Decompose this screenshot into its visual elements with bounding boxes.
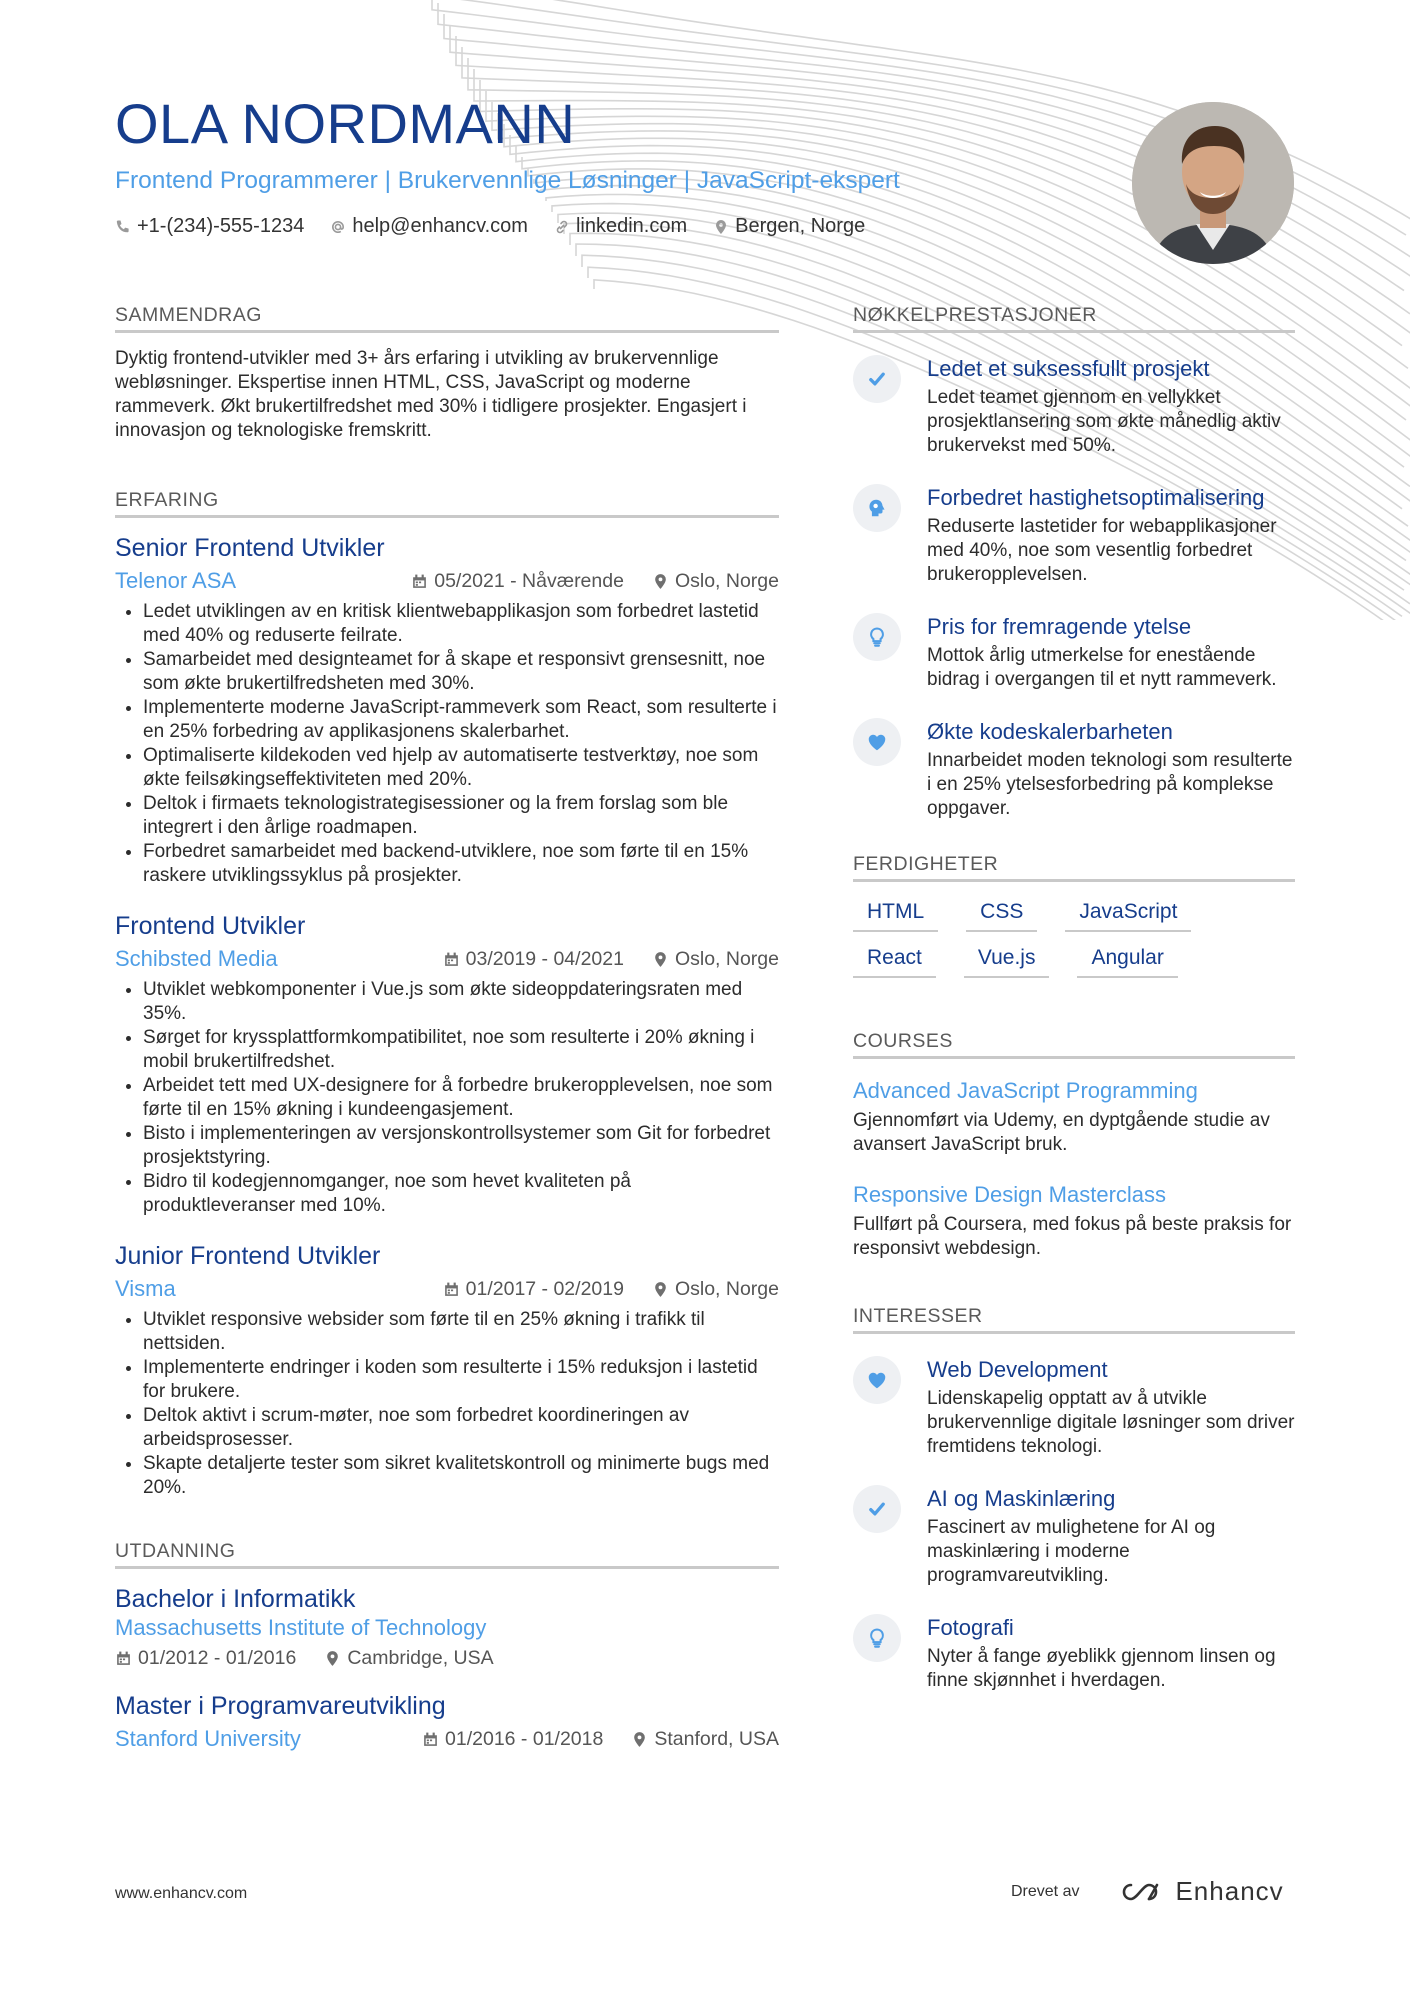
achievement-item-text: Ledet teamet gjennom en vellykket prosjektlansering som økte månedlig aktiv brukervekst med 50%. [927, 387, 1281, 456]
interest-item [853, 1485, 1295, 1588]
link-icon [554, 219, 570, 235]
achievement-item-title: Ledet et suksessfullt prosjekt [927, 356, 1210, 381]
school-name: Stanford University [115, 1726, 301, 1751]
lightbulb-icon [866, 626, 888, 648]
contact-linkedin[interactable] [554, 215, 687, 238]
achievement-item [853, 613, 1295, 692]
interest-item [853, 1614, 1295, 1693]
bullet-item: • Sørget for kryssplattformkompatibilitet, noe som resulterte i 20% økning i mobil brukertilfredshet. [143, 1026, 779, 1074]
bullet-item: • Bidro til kodegjennomganger, noe som hevet kvaliteten på produktleveranser med 10%. [143, 1170, 779, 1218]
job-title: Senior Frontend Utvikler [115, 534, 385, 562]
achievements-list [853, 347, 1295, 821]
courses-heading: COURSES [853, 1030, 1295, 1059]
achievement-item-icon-badge [853, 718, 901, 766]
brain-icon [866, 497, 888, 519]
education-entry [115, 1583, 779, 1670]
contact-row [115, 215, 1115, 238]
achievement-item-body [927, 484, 1295, 587]
bullet-item: • Utviklet webkomponenter i Vue.js som økte sideoppdateringsraten med 35%. [143, 978, 779, 1026]
skill-tag: HTML [853, 900, 938, 932]
education-location-text: Cambridge, USA [347, 1647, 494, 1669]
summary-heading: SAMMENDRAG [115, 304, 779, 333]
interest-item-text: Fascinert av mulighetene for AI og maskinlæring i moderne programvareutvikling. [927, 1517, 1216, 1586]
check-icon [866, 368, 888, 390]
interest-item-icon-badge [853, 1356, 901, 1404]
interest-item-title: Web Development [927, 1357, 1108, 1382]
skill-tag: Vue.js [964, 946, 1050, 978]
job-location [652, 1278, 779, 1301]
job-meta-row [115, 1276, 779, 1302]
skill-tag: CSS [966, 900, 1037, 932]
education-meta-row [115, 1647, 779, 1670]
experience-list [115, 532, 779, 1500]
achievement-item [853, 718, 1295, 821]
company-name: Telenor ASA [115, 568, 237, 593]
interest-item-title: AI og Maskinlæring [927, 1486, 1116, 1511]
skill-tag: Angular [1077, 946, 1177, 978]
course-text: Gjennomført via Udemy, en dyptgående studie av avansert JavaScript bruk. [853, 1110, 1270, 1155]
company-name: Visma [115, 1276, 176, 1301]
education-location-text: Stanford, USA [654, 1727, 779, 1750]
bullet-item: • Arbeidet tett med UX-designere for å forbedre brukeropplevelsen, noe som førte til en 15% økning i kundeengasjement. [143, 1074, 779, 1122]
job-dates-text: 01/2017 - 02/2019 [465, 1277, 624, 1300]
skills-list [853, 900, 1295, 978]
interest-item [853, 1356, 1295, 1459]
heart-icon [866, 1369, 888, 1391]
check-icon [866, 1498, 888, 1520]
job-dates [443, 1278, 624, 1301]
email-text: help@enhancv.com [352, 215, 528, 238]
interests-list [853, 1348, 1295, 1693]
candidate-name: OLA NORDMANN [115, 92, 576, 155]
school-name: Massachusetts Institute of Technology [115, 1615, 487, 1640]
achievement-item [853, 484, 1295, 587]
interests-heading: INTERESSER [853, 1305, 1295, 1334]
summary-text: Dyktig frontend-utvikler med 3+ års erfaring i utvikling av brukervennlige webløsninger. Ekspertise innen HTML, CSS, JavaScript og moderne rammeverk. Økt brukertilfredshet med 30% i tidligere prosjekter. Engasjert i innovasjon og teknologiske fremskritt. [115, 348, 747, 441]
education-dates-text: 01/2012 - 01/2016 [138, 1647, 297, 1669]
course-text: Fullført på Coursera, med fokus på beste praksis for responsivt webdesign. [853, 1214, 1292, 1259]
achievement-item-title: Økte kodeskalerbarheten [927, 719, 1173, 744]
education-heading: UTDANNING [115, 1540, 779, 1569]
location-pin-icon [652, 1281, 669, 1298]
interest-item-text: Nyter å fange øyeblikk gjennom linsen og finne skjønnhet i hverdagen. [927, 1646, 1276, 1691]
interest-item-icon-badge [853, 1614, 901, 1662]
achievement-item [853, 355, 1295, 458]
brand-name: Enhancv [1175, 1876, 1284, 1906]
profile-photo [1132, 102, 1294, 264]
phone-text: +1-(234)-555-1234 [137, 215, 305, 238]
job-location-text: Oslo, Norge [674, 1277, 779, 1300]
interest-item-body [927, 1356, 1295, 1459]
job-location [652, 948, 779, 971]
achievement-item-title: Pris for fremragende ytelse [927, 614, 1192, 639]
interest-item-body [927, 1485, 1295, 1588]
education-dates-text: 01/2016 - 01/2018 [445, 1727, 604, 1750]
education-dates [115, 1647, 296, 1670]
job-location-text: Oslo, Norge [674, 947, 779, 970]
resume-header [115, 92, 1115, 238]
enhancv-logo[interactable] [1119, 1876, 1283, 1907]
interest-item-icon-badge [853, 1485, 901, 1533]
calendar-icon [443, 1281, 460, 1298]
infinity-logo-icon [1119, 1879, 1167, 1905]
footer-website[interactable]: www.enhancv.com [115, 1885, 248, 1902]
lightbulb-icon [866, 1627, 888, 1649]
bullet-item: • Deltok aktivt i scrum-møter, noe som forbedret koordineringen av arbeidsprosesser. [143, 1404, 779, 1452]
achievement-item-icon-badge [853, 484, 901, 532]
experience-entry [115, 532, 779, 888]
bullet-item: • Bisto i implementeringen av versjonskontrollsystemer som Git for forbedret prosjektstyring. [143, 1122, 779, 1170]
interest-item-text: Lidenskapelig opptatt av å utvikle brukervennlige digitale løsninger som driver fremtidens teknologi. [927, 1388, 1295, 1457]
skill-tag: React [853, 946, 936, 978]
company-name: Schibsted Media [115, 946, 278, 971]
location-pin-icon [652, 951, 669, 968]
achievement-item-icon-badge [853, 355, 901, 403]
achievement-item-text: Mottok årlig utmerkelse for enestående bidrag i overgangen til et nytt rammeverk. [927, 645, 1277, 690]
job-dates-text: 05/2021 - Nåværende [434, 569, 624, 592]
skills-heading: FERDIGHETER [853, 853, 1295, 882]
at-icon [330, 219, 346, 235]
experience-entry [115, 910, 779, 1218]
achievement-item-body [927, 355, 1295, 458]
bullet-item: • Optimaliserte kildekoden ved hjelp av automatiserte testverktøy, noe som økte feilsøkingseffektiviteten med 20%. [143, 744, 779, 792]
contact-location [713, 215, 865, 238]
calendar-icon [115, 1650, 132, 1667]
right-column [853, 304, 1295, 1719]
education-location [631, 1728, 779, 1751]
interest-item-body [927, 1614, 1295, 1693]
location-pin-icon [652, 573, 669, 590]
location-pin-icon [324, 1650, 341, 1667]
skill-tag: JavaScript [1065, 900, 1191, 932]
location-text: Bergen, Norge [735, 215, 866, 238]
job-bullets [115, 978, 779, 1218]
job-meta-row [115, 946, 779, 972]
phone-icon [115, 219, 131, 235]
bullet-item: • Deltok i firmaets teknologistrategisessioner og la frem forslag som ble integrert i den årlige roadmapen. [143, 792, 779, 840]
calendar-icon [422, 1731, 439, 1748]
education-entry [115, 1690, 779, 1752]
calendar-icon [443, 951, 460, 968]
interest-item-title: Fotografi [927, 1615, 1014, 1640]
job-title: Junior Frontend Utvikler [115, 1242, 381, 1270]
contact-phone[interactable] [115, 215, 304, 238]
location-pin-icon [631, 1731, 648, 1748]
bullet-item: • Samarbeidet med designteamet for å skape et responsivt grensesnitt, noe som økte brukertilfredsheten med 30%. [143, 648, 779, 696]
bullet-item: • Implementerte endringer i koden som resulterte i 15% reduksjon i lastetid for brukere. [143, 1356, 779, 1404]
job-location-text: Oslo, Norge [674, 569, 779, 592]
job-bullets [115, 1308, 779, 1500]
experience-entry [115, 1240, 779, 1500]
achievements-heading: NØKKELPRESTASJONER [853, 304, 1295, 333]
education-dates [422, 1728, 603, 1751]
job-dates [411, 570, 624, 593]
contact-email[interactable] [330, 215, 528, 238]
course-item [853, 1181, 1295, 1261]
bullet-item: • Implementerte moderne JavaScript-rammeverk som React, som resulterte i en 25% forbedring av applikasjonens skalerbarhet. [143, 696, 779, 744]
linkedin-text: linkedin.com [575, 215, 688, 238]
degree-title: Bachelor i Informatikk [115, 1585, 356, 1613]
bullet-item: • Skapte detaljerte tester som sikret kvalitetskontroll og minimerte bugs med 20%. [143, 1452, 779, 1500]
bullet-item: • Utviklet responsive websider som førte til en 25% økning i trafikk til nettsiden. [143, 1308, 779, 1356]
course-title: Advanced JavaScript Programming [853, 1078, 1198, 1103]
portrait-image [1132, 102, 1294, 264]
course-title: Responsive Design Masterclass [853, 1182, 1167, 1207]
job-title: Frontend Utvikler [115, 912, 306, 940]
achievement-item-title: Forbedret hastighetsoptimalisering [927, 485, 1265, 510]
candidate-headline: Frontend Programmerer | Brukervennlige Løsninger | JavaScript-ekspert [115, 167, 900, 194]
course-item [853, 1077, 1295, 1157]
footer-branding [1011, 1876, 1284, 1907]
achievement-item-body [927, 718, 1295, 821]
job-meta-row [115, 568, 779, 594]
courses-list [853, 1073, 1295, 1261]
bullet-item: • Ledet utviklingen av en kritisk klientwebapplikasjon som forbedret lastetid med 40% og reduserte feilrate. [143, 600, 779, 648]
experience-heading: ERFARING [115, 489, 779, 518]
powered-by-label: Drevet av [1011, 1882, 1080, 1900]
achievement-item-body [927, 613, 1295, 692]
degree-title: Master i Programvareutvikling [115, 1692, 446, 1720]
achievement-item-text: Reduserte lastetider for webapplikasjoner med 40%, noe som vesentlig forbedret brukeropplevelsen. [927, 516, 1277, 585]
education-meta-row [115, 1726, 779, 1752]
job-dates [443, 948, 624, 971]
bullet-item: • Forbedret samarbeidet med backend-utviklere, noe som førte til en 15% raskere utviklingssyklus på prosjekter. [143, 840, 779, 888]
job-dates-text: 03/2019 - 04/2021 [465, 947, 624, 970]
job-bullets [115, 600, 779, 888]
achievement-item-icon-badge [853, 613, 901, 661]
education-location [324, 1647, 493, 1670]
job-location [652, 570, 779, 593]
achievement-item-text: Innarbeidet moden teknologi som resulterte i en 25% ytelsesforbedring på komplekse oppgaver. [927, 750, 1293, 819]
location-pin-icon [713, 219, 729, 235]
education-list [115, 1583, 779, 1752]
left-column [115, 304, 779, 1772]
calendar-icon [411, 573, 428, 590]
heart-icon [866, 731, 888, 753]
